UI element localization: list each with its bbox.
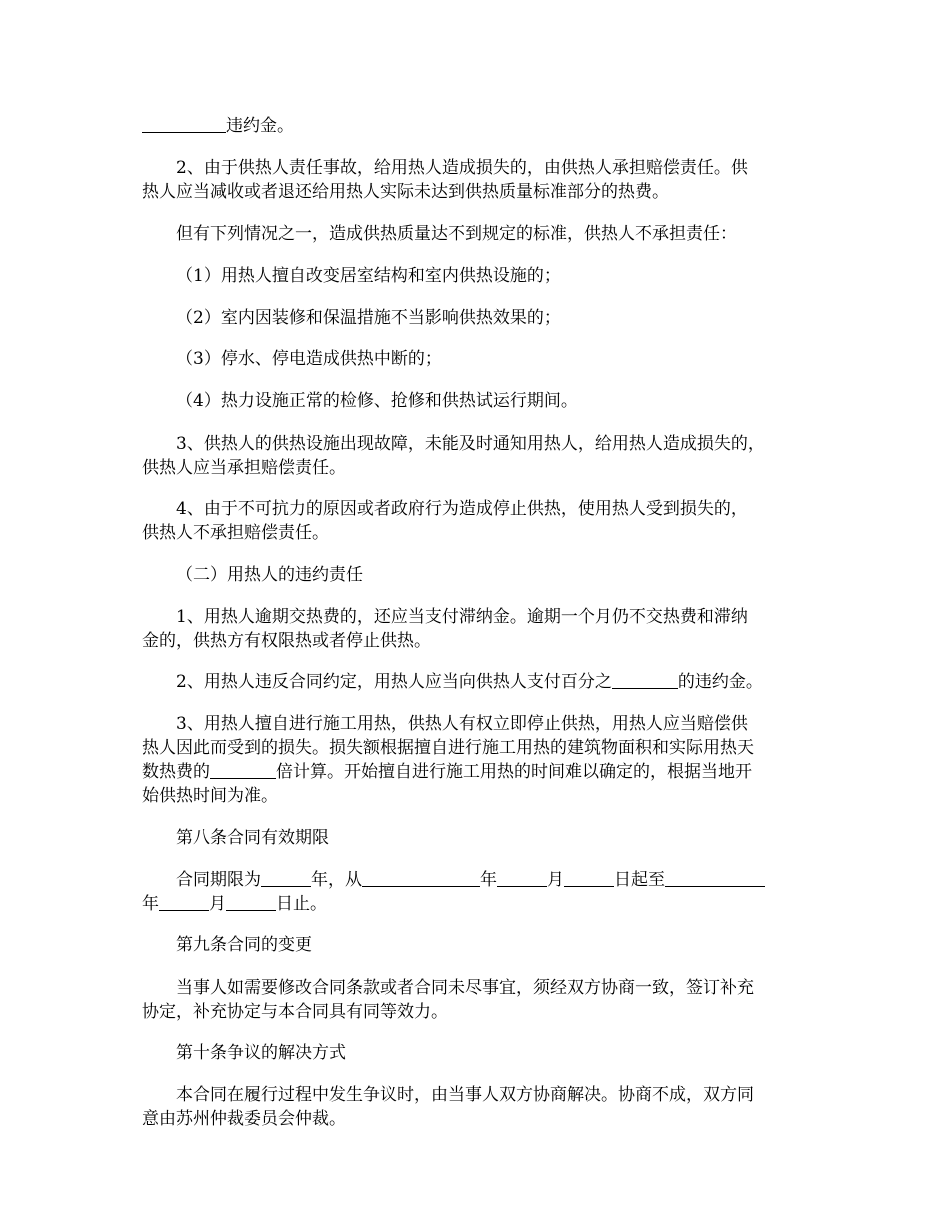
user-clause-3-line-3 — [142, 760, 812, 784]
article-10-heading: 第十条争议的解决方式 — [176, 1043, 346, 1063]
text: 年，从 — [311, 870, 362, 890]
clause-4-line-2: 供热人不承担赔偿责任。 — [142, 523, 329, 543]
text: 年 — [480, 870, 497, 890]
blank-field — [159, 892, 209, 911]
term-line-1 — [142, 868, 812, 892]
blank-field — [226, 892, 276, 911]
text: 倍计算。开始擅自进行施工用热的时间难以确定的，根据当地开 — [276, 762, 752, 782]
text: 年 — [142, 894, 159, 914]
exemption-item-2: （2）室内因装修和保温措施不当影响供热效果的； — [176, 308, 561, 328]
blank-field — [665, 868, 765, 887]
exemption-intro: 但有下列情况之一，造成供热质量达不到规定的标准，供热人不承担责任： — [176, 224, 737, 244]
blank-field — [612, 670, 678, 689]
text: 2、用热人违反合同约定，用热人应当向供热人支付百分之 — [176, 672, 612, 692]
amendment-line-1: 当事人如需要修改合同条款或者合同未尽事宜，须经双方协商一致，签订补充 — [176, 978, 754, 998]
user-clause-3-line-2: 热人因此而受到的损失。损失额根据擅自进行施工用热的建筑物面积和实际用热天 — [142, 738, 754, 758]
text: 日止。 — [276, 894, 327, 914]
text: 违约金。 — [226, 116, 294, 136]
clause-4-line-1: 4、由于不可抗力的原因或者政府行为造成停止供热，使用热人受到损失的， — [176, 499, 748, 519]
exemption-item-4: （4）热力设施正常的检修、抢修和供热试运行期间。 — [176, 391, 578, 411]
user-clause-2-line — [142, 670, 812, 694]
clause-3-line-2: 供热人应当承担赔偿责任。 — [142, 458, 346, 478]
text: 的违约金。 — [677, 672, 763, 692]
blank-field — [564, 868, 614, 887]
blank-field — [497, 868, 547, 887]
article-9-heading: 第九条合同的变更 — [176, 935, 312, 955]
text: 月 — [209, 894, 226, 914]
exemption-item-3: （3）停水、停电造成供热中断的； — [176, 349, 442, 369]
user-clause-1-line-1: 1、用热人逾期交热费的，还应当支付滞纳金。逾期一个月仍不交热费和滞纳 — [176, 607, 748, 627]
article-8-heading: 第八条合同有效期限 — [176, 828, 329, 848]
exemption-item-1: （1）用热人擅自改变居室结构和室内供热设施的； — [176, 266, 561, 286]
term-line-2 — [142, 892, 812, 916]
text: 月 — [547, 870, 564, 890]
user-clause-1-line-2: 金的，供热方有权限热或者停止供热。 — [142, 631, 431, 651]
amendment-line-2: 协定，补充协定与本合同具有同等效力。 — [142, 1002, 448, 1022]
clause-3-line-1: 3、供热人的供热设施出现故障，未能及时通知用热人，给用热人造成损失的， — [176, 434, 765, 454]
text: 日起至 — [614, 870, 665, 890]
text: 合同期限为 — [176, 870, 261, 890]
blank-field — [210, 760, 276, 779]
text: 数热费的 — [142, 762, 210, 782]
clause-2-line-2: 热人应当减收或者退还给用热人实际未达到供热质量标准部分的热费。 — [142, 182, 669, 202]
clause-2-line-1: 2、由于供热人责任事故，给用热人造成损失的，由供热人承担赔偿责任。供 — [176, 158, 748, 178]
blank-field — [261, 868, 311, 887]
blank-field — [362, 868, 480, 887]
blank-field — [142, 114, 226, 133]
section-heading-user-liability: （二）用热人的违约责任 — [176, 565, 363, 585]
dispute-line-1: 本合同在履行过程中发生争议时，由当事人双方协商解决。协商不成，双方同 — [176, 1085, 754, 1105]
user-clause-3-line-1: 3、用热人擅自进行施工用热，供热人有权立即停止供热，用热人应当赔偿供 — [176, 714, 748, 734]
user-clause-3-line-4: 始供热时间为准。 — [142, 786, 278, 806]
dispute-line-2: 意由苏州仲裁委员会仲裁。 — [142, 1109, 346, 1129]
penalty-tail-line — [142, 114, 812, 138]
